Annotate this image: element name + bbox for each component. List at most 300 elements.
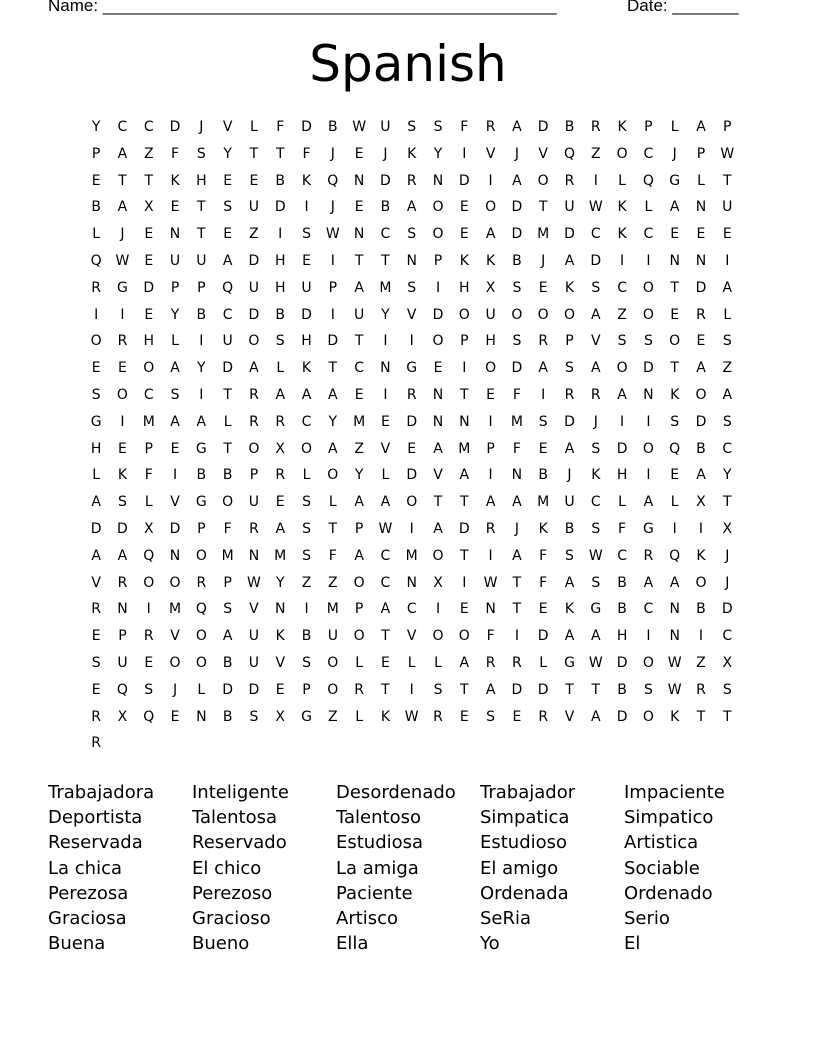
grid-letter: E: [223, 172, 233, 189]
grid-letter: V: [406, 306, 417, 323]
grid-letter: G: [195, 440, 207, 457]
grid-letter: F: [171, 145, 180, 162]
grid-letter: K: [670, 708, 680, 725]
grid-letter: P: [354, 520, 364, 537]
grid-letter: C: [406, 601, 417, 618]
grid-letter: N: [353, 172, 365, 189]
grid-letter: I: [304, 601, 309, 618]
grid-letter: R: [117, 574, 128, 591]
grid-letter: R: [275, 467, 286, 484]
grid-letter: L: [539, 654, 548, 671]
grid-letter: Z: [301, 574, 312, 591]
grid-letter: R: [91, 735, 102, 752]
grid-letter: E: [696, 333, 706, 350]
grid-letter: D: [564, 413, 575, 430]
grid-letter: Z: [722, 360, 733, 377]
grid-letter: U: [248, 199, 260, 216]
grid-letter: O: [143, 574, 155, 591]
grid-letter: U: [117, 654, 128, 671]
grid-letter: S: [91, 654, 101, 671]
grid-letter: W: [720, 145, 735, 162]
grid-letter: D: [169, 119, 181, 135]
grid-letter: S: [302, 654, 311, 671]
grid-letter: X: [117, 708, 128, 725]
grid-letter: G: [642, 520, 654, 537]
grid-letter: Q: [327, 172, 339, 189]
grid-letter: A: [512, 172, 522, 189]
grid-letter: A: [485, 226, 496, 243]
grid-letter: T: [460, 494, 469, 511]
grid-letter: J: [593, 413, 598, 430]
grid-letter: E: [354, 199, 364, 216]
grid-letter: X: [485, 279, 496, 296]
grid-letter: T: [381, 628, 390, 645]
grid-letter: J: [172, 681, 178, 698]
grid-letter: D: [327, 333, 339, 350]
grid-letter: N: [643, 386, 654, 403]
grid-letter: L: [328, 494, 337, 511]
grid-letter: S: [302, 494, 311, 511]
grid-letter: O: [248, 333, 260, 350]
grid-letter: I: [409, 333, 414, 350]
grid-letter: O: [169, 654, 181, 671]
word-list-item: Estudiosa: [336, 832, 424, 854]
grid-letter: L: [697, 172, 705, 189]
grid-letter: B: [564, 119, 575, 135]
grid-letter: S: [591, 520, 601, 537]
grid-letter: T: [722, 172, 732, 189]
grid-letter: D: [458, 520, 470, 537]
grid-letter: T: [512, 574, 522, 591]
grid-letter: S: [486, 708, 496, 725]
grid-letter: F: [328, 547, 337, 564]
grid-letter: K: [117, 467, 128, 484]
grid-letter: J: [514, 145, 519, 162]
grid-letter: V: [591, 333, 601, 350]
grid-letter: E: [433, 360, 443, 377]
grid-letter: B: [696, 601, 706, 618]
grid-letter: A: [591, 708, 601, 725]
word-list-item: Paciente: [336, 882, 413, 904]
grid-letter: E: [249, 172, 259, 189]
grid-letter: P: [354, 601, 364, 618]
grid-letter: S: [565, 360, 574, 377]
grid-letter: A: [669, 574, 680, 591]
grid-letter: E: [144, 306, 154, 323]
grid-letter: M: [379, 279, 392, 296]
grid-letter: Z: [590, 145, 601, 162]
grid-letter: T: [249, 145, 259, 162]
grid-letter: T: [328, 520, 338, 537]
grid-letter: C: [380, 226, 391, 243]
grid-letter: D: [616, 708, 628, 725]
grid-letter: A: [591, 628, 601, 645]
grid-letter: I: [541, 386, 546, 403]
grid-letter: C: [643, 601, 654, 618]
grid-letter: R: [117, 333, 128, 350]
grid-letter: O: [642, 440, 654, 457]
grid-letter: B: [617, 601, 627, 618]
grid-letter: O: [432, 199, 444, 216]
grid-letter: R: [354, 681, 364, 698]
grid-letter: B: [196, 467, 207, 484]
grid-letter: A: [117, 547, 128, 564]
grid-letter: L: [223, 413, 232, 430]
grid-letter: H: [616, 628, 628, 645]
grid-letter: G: [195, 494, 207, 511]
grid-letter: C: [222, 306, 233, 323]
grid-letter: A: [538, 360, 548, 377]
grid-letter: V: [433, 467, 443, 484]
grid-letter: M: [274, 547, 287, 564]
grid-letter: L: [434, 654, 442, 671]
grid-letter: K: [486, 252, 496, 269]
grid-letter: V: [222, 119, 233, 135]
grid-letter: P: [197, 279, 206, 296]
grid-letter: A: [696, 467, 706, 484]
grid-letter: H: [196, 172, 207, 189]
grid-letter: W: [115, 252, 130, 269]
word-list: [48, 780, 768, 956]
grid-letter: G: [669, 172, 681, 189]
grid-letter: E: [459, 199, 469, 216]
word-list-item: Gracioso: [192, 907, 271, 929]
grid-letter: D: [406, 413, 418, 430]
word-list-item: Serio: [624, 907, 670, 929]
grid-letter: S: [91, 386, 101, 403]
grid-letter: Y: [275, 574, 285, 591]
grid-letter: R: [590, 119, 601, 135]
grid-letter: M: [458, 440, 471, 457]
grid-letter: R: [91, 708, 102, 725]
grid-letter: Q: [669, 547, 681, 564]
grid-letter: Z: [249, 226, 259, 243]
grid-letter: Q: [563, 145, 575, 162]
grid-letter: O: [616, 145, 628, 162]
grid-letter: N: [406, 252, 417, 269]
grid-letter: C: [380, 574, 391, 591]
grid-letter: M: [353, 413, 366, 430]
grid-letter: O: [327, 681, 339, 698]
grid-letter: D: [222, 360, 234, 377]
grid-letter: K: [617, 119, 627, 135]
grid-letter: W: [483, 574, 498, 591]
grid-letter: W: [588, 547, 603, 564]
page-title: Spanish: [309, 35, 507, 93]
grid-letter: U: [327, 628, 338, 645]
grid-letter: I: [199, 386, 204, 403]
grid-letter: E: [459, 708, 469, 725]
grid-letter: L: [355, 654, 364, 671]
grid-letter: I: [409, 681, 414, 698]
grid-letter: T: [460, 547, 469, 564]
grid-letter: K: [591, 467, 601, 484]
grid-letter: D: [406, 467, 418, 484]
grid-letter: A: [591, 306, 601, 323]
grid-letter: T: [354, 333, 364, 350]
grid-letter: R: [643, 547, 654, 564]
grid-letter: R: [485, 119, 496, 135]
grid-letter: M: [510, 413, 523, 430]
grid-letter: O: [669, 333, 681, 350]
grid-letter: T: [433, 494, 443, 511]
grid-letter: D: [222, 681, 234, 698]
grid-letter: T: [696, 708, 706, 725]
grid-letter: O: [195, 654, 207, 671]
grid-letter: A: [249, 360, 259, 377]
grid-letter: D: [695, 413, 707, 430]
word-list-item: Bueno: [192, 933, 250, 955]
grid-letter: C: [617, 547, 627, 564]
grid-letter: P: [433, 252, 443, 269]
grid-letter: P: [328, 279, 338, 296]
grid-letter: O: [537, 172, 549, 189]
grid-letter: L: [171, 333, 179, 350]
grid-letter: D: [590, 252, 602, 269]
grid-letter: O: [222, 494, 234, 511]
grid-letter: I: [94, 306, 99, 323]
grid-letter: K: [301, 360, 312, 377]
grid-letter: O: [432, 628, 444, 645]
grid-letter: U: [248, 654, 260, 671]
grid-letter: U: [485, 306, 496, 323]
grid-letter: C: [354, 360, 364, 377]
grid-letter: A: [354, 494, 364, 511]
grid-letter: I: [488, 413, 493, 430]
grid-letter: Y: [91, 119, 101, 135]
grid-letter: O: [116, 386, 128, 403]
grid-letter: O: [301, 440, 313, 457]
grid-letter: G: [406, 360, 418, 377]
grid-letter: K: [459, 252, 469, 269]
grid-letter: E: [722, 226, 732, 243]
grid-letter: E: [670, 467, 680, 484]
grid-letter: J: [567, 467, 572, 484]
grid-letter: S: [591, 574, 601, 591]
grid-letter: I: [488, 172, 493, 189]
grid-letter: R: [485, 520, 496, 537]
grid-letter: A: [354, 279, 364, 296]
grid-letter: I: [304, 199, 309, 216]
grid-letter: L: [670, 119, 679, 135]
grid-letter: O: [90, 333, 102, 350]
grid-letter: T: [722, 494, 732, 511]
grid-letter: R: [196, 574, 207, 591]
grid-letter: F: [512, 386, 521, 403]
word-list-item: Buena: [48, 933, 106, 955]
word-list-item: Perezosa: [48, 882, 129, 904]
word-list-item: Estudioso: [480, 832, 568, 854]
grid-letter: J: [330, 145, 335, 162]
grid-letter: E: [91, 681, 101, 698]
grid-letter: I: [698, 520, 704, 537]
word-list-item: Simpatico: [624, 807, 714, 829]
grid-letter: X: [722, 654, 733, 671]
grid-letter: J: [330, 199, 335, 216]
word-list-item: Artistica: [624, 832, 699, 854]
grid-letter: D: [248, 306, 260, 323]
grid-letter: N: [511, 467, 523, 484]
grid-letter: S: [118, 494, 127, 511]
word-list-item: Impaciente: [624, 782, 725, 803]
grid-letter: E: [91, 172, 101, 189]
grid-letter: O: [642, 654, 654, 671]
word-list-item: Sociable: [624, 857, 700, 879]
grid-letter: S: [591, 279, 601, 296]
grid-letter: B: [91, 199, 101, 216]
grid-letter: U: [248, 494, 260, 511]
grid-letter: A: [564, 440, 575, 457]
grid-letter: N: [459, 413, 470, 430]
grid-letter: S: [144, 681, 154, 698]
grid-letter: T: [722, 708, 732, 725]
grid-letter: L: [302, 467, 311, 484]
word-list-item: Reservado: [192, 832, 287, 854]
grid-letter: P: [144, 440, 153, 457]
grid-letter: S: [249, 708, 259, 725]
grid-letter: D: [537, 119, 549, 135]
grid-letter: P: [644, 119, 653, 135]
grid-letter: M: [405, 547, 418, 564]
grid-letter: P: [91, 145, 101, 162]
grid-letter: E: [170, 440, 180, 457]
grid-letter: E: [354, 145, 364, 162]
grid-letter: U: [248, 628, 260, 645]
grid-letter: L: [670, 494, 679, 511]
word-list-item: Trabajadora: [48, 782, 155, 803]
grid-letter: A: [512, 119, 522, 135]
grid-letter: U: [248, 279, 260, 296]
grid-letter: N: [669, 252, 680, 269]
grid-letter: D: [380, 172, 391, 189]
grid-letter: O: [327, 654, 339, 671]
grid-letter: V: [406, 628, 417, 645]
grid-letter: L: [92, 467, 101, 484]
grid-letter: W: [404, 708, 419, 725]
grid-letter: C: [143, 119, 154, 135]
grid-letter: L: [92, 226, 101, 243]
grid-letter: I: [698, 628, 704, 645]
grid-letter: A: [91, 547, 101, 564]
grid-letter: E: [538, 601, 548, 618]
grid-letter: F: [460, 119, 469, 135]
grid-letter: C: [117, 119, 128, 135]
grid-letter: B: [564, 520, 575, 537]
grid-letter: L: [355, 708, 364, 725]
grid-letter: E: [538, 279, 548, 296]
grid-letter: A: [643, 494, 654, 511]
grid-letter: D: [564, 226, 575, 243]
grid-letter: M: [326, 601, 339, 618]
grid-letter: O: [143, 360, 155, 377]
grid-letter: O: [485, 360, 497, 377]
grid-letter: T: [197, 199, 206, 216]
grid-letter: S: [643, 681, 653, 698]
grid-letter: S: [223, 601, 233, 618]
grid-letter: U: [196, 252, 207, 269]
grid-letter: R: [512, 654, 522, 671]
grid-letter: D: [248, 252, 260, 269]
grid-letter: Q: [222, 279, 234, 296]
grid-letter: A: [617, 386, 627, 403]
grid-letter: O: [695, 574, 707, 591]
grid-letter: T: [197, 226, 206, 243]
grid-letter: W: [325, 226, 340, 243]
grid-letter: E: [144, 654, 154, 671]
word-list-item: El: [624, 933, 641, 955]
grid-letter: R: [564, 172, 575, 189]
grid-letter: B: [222, 708, 233, 725]
grid-letter: T: [354, 252, 364, 269]
grid-letter: U: [301, 279, 312, 296]
grid-letter: K: [538, 520, 548, 537]
grid-letter: R: [91, 279, 102, 296]
grid-letter: O: [695, 386, 707, 403]
word-list-item: Reservada: [48, 832, 143, 854]
grid-letter: U: [564, 494, 575, 511]
grid-letter: F: [486, 628, 495, 645]
grid-letter: N: [432, 413, 444, 430]
grid-letter: D: [616, 654, 628, 671]
grid-letter: B: [222, 467, 233, 484]
grid-letter: I: [646, 252, 651, 269]
grid-letter: A: [512, 494, 522, 511]
grid-letter: K: [380, 708, 390, 725]
grid-letter: F: [144, 467, 153, 484]
grid-letter: I: [646, 467, 651, 484]
grid-letter: S: [170, 386, 180, 403]
grid-letter: Q: [143, 708, 155, 725]
grid-letter: E: [670, 226, 680, 243]
grid-letter: E: [459, 601, 469, 618]
grid-letter: D: [90, 520, 102, 537]
grid-letter: A: [170, 413, 180, 430]
grid-letter: T: [118, 172, 127, 189]
grid-letter: E: [275, 681, 285, 698]
grid-letter: V: [91, 574, 101, 591]
grid-letter: T: [328, 360, 338, 377]
grid-letter: N: [432, 172, 444, 189]
name-line: Name: ________________________________________________: [48, 0, 557, 15]
grid-letter: Z: [328, 708, 338, 725]
grid-letter: O: [432, 226, 444, 243]
grid-letter: Z: [354, 440, 364, 457]
grid-letter: D: [616, 440, 628, 457]
grid-letter: P: [460, 333, 469, 350]
grid-letter: A: [564, 252, 575, 269]
grid-letter: V: [380, 440, 391, 457]
grid-letter: A: [328, 386, 338, 403]
grid-letter: I: [146, 601, 151, 618]
grid-letter: N: [485, 601, 496, 618]
grid-letter: D: [301, 306, 312, 323]
grid-letter: S: [538, 413, 548, 430]
grid-letter: A: [222, 252, 233, 269]
grid-letter: I: [462, 574, 467, 591]
grid-letter: O: [616, 360, 628, 377]
grid-letter: O: [432, 333, 444, 350]
grid-letter: C: [722, 440, 733, 457]
grid-letter: W: [667, 681, 682, 698]
grid-letter: X: [722, 520, 733, 537]
grid-letter: I: [646, 413, 651, 430]
grid-letter: S: [512, 279, 522, 296]
grid-letter: A: [564, 574, 575, 591]
grid-letter: E: [91, 360, 101, 377]
grid-letter: H: [459, 279, 470, 296]
grid-letter: J: [725, 574, 730, 591]
grid-letter: R: [406, 172, 417, 189]
